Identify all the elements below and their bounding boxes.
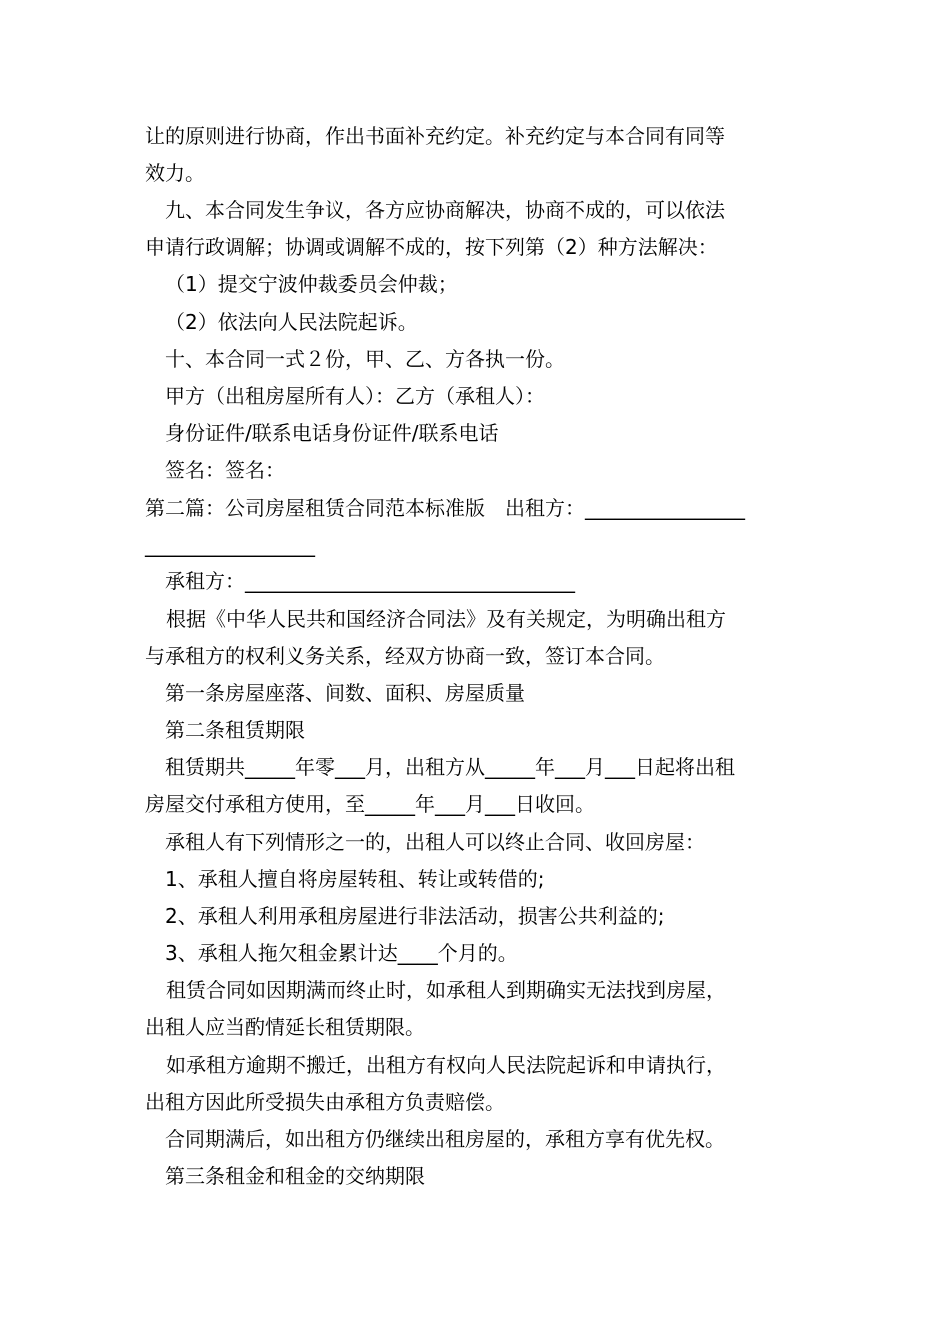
paragraph-line: 申请行政调解；协调或调解不成的，按下列第（2）种方法解决： [145,235,718,259]
id-contact-labels: 身份证件/联系电话身份证件/联系电话 [165,421,499,445]
list-item: （1）提交宁波仲裁委员会仲裁； [165,272,458,296]
article-heading: 第二条租赁期限 [165,718,305,742]
signature-labels: 签名：签名： [165,458,285,482]
paragraph-line: 效力。 [145,161,205,185]
blank-fill-line: _________________ [145,533,315,557]
paragraph-line: 与承租方的权利义务关系，经双方协商一致，签订本合同。 [145,644,665,668]
lessee-field: 承租方：_________________________________ [165,569,575,593]
list-item: （2）依法向人民法院起诉。 [165,310,418,334]
paragraph-line: 出租人应当酌情延长租赁期限。 [145,1015,425,1039]
paragraph-line: 租赁期共_____年零___月，出租方从_____年___月___日起将出租 [165,755,735,779]
list-item: 1、承租人擅自将房屋转租、转让或转借的; [165,867,545,891]
paragraph-line: 承租人有下列情形之一的，出租人可以终止合同、收回房屋： [165,830,705,854]
paragraph-line: 房屋交付承租方使用，至_____年___月___日收回。 [145,792,595,816]
paragraph-line: 十、本合同一式２份，甲、乙、方各执一份。 [165,347,565,371]
paragraph-line: 九、本合同发生争议，各方应协商解决，协商不成的，可以依法 [165,198,725,222]
paragraph-line: 让的原则进行协商，作出书面补充约定。补充约定与本合同有同等 [145,124,725,148]
paragraph-line: 根据《中华人民共和国经济合同法》及有关规定，为明确出租方 [166,607,726,631]
paragraph-line: 如承租方逾期不搬迁，出租方有权向人民法院起诉和申请执行， [166,1053,726,1077]
paragraph-line: 出租方因此所受损失由承租方负责赔偿。 [145,1090,505,1114]
paragraph-line: 合同期满后，如出租方仍继续出租房屋的，承租方享有优先权。 [165,1127,725,1151]
section-heading: 第二篇：公司房屋租赁合同范本标准版 出租方：________________ [145,496,745,520]
signature-party-labels: 甲方（出租房屋所有人）：乙方（承租人）： [165,384,545,408]
article-heading: 第三条租金和租金的交纳期限 [165,1164,425,1188]
list-item: 3、承租人拖欠租金累计达____个月的。 [165,941,518,965]
list-item: 2、承租人利用承租房屋进行非法活动，损害公共利益的; [165,904,665,928]
article-heading: 第一条房屋座落、间数、面积、房屋质量 [165,681,525,705]
paragraph-line: 租赁合同如因期满而终止时，如承租人到期确实无法找到房屋， [166,978,726,1002]
